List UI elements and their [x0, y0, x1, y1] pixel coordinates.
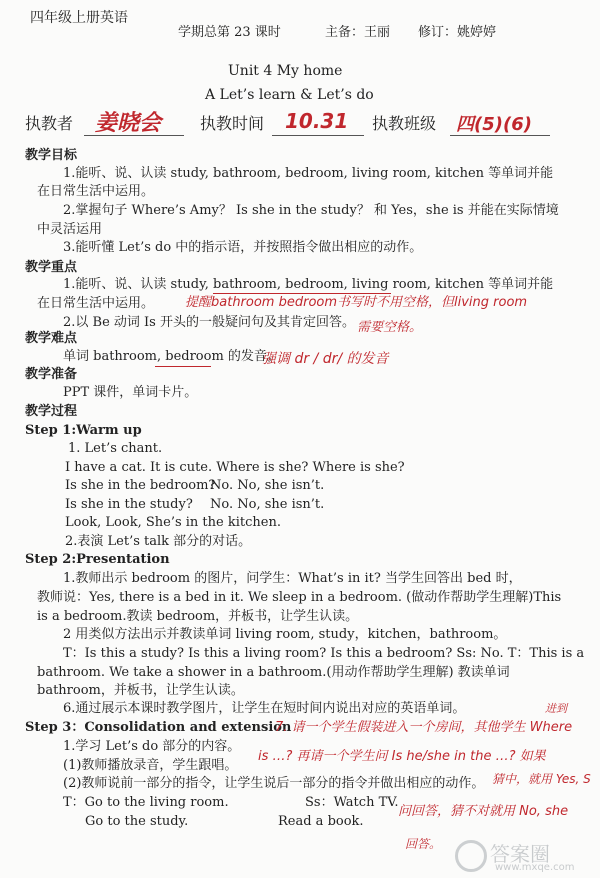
course-label: 四年级上册英语: [30, 10, 128, 26]
step1-line-1: 1. Let’s chant.: [68, 441, 163, 456]
watermark-logo-icon: [455, 840, 487, 872]
handwritten-note-step3-sup: 进到: [545, 702, 567, 715]
step1-line-3a: Is she in the bedroom?: [65, 478, 216, 493]
step3-line-5b: Read a book.: [278, 814, 364, 829]
step1-line-2: I have a cat. It is cute. Where is she? Where is she?: [65, 460, 405, 475]
time-value: 10.31: [285, 109, 349, 133]
step2-line-3: is a bedroom.教读 bedroom，并板书，让学生认读。: [37, 609, 359, 624]
handwritten-note-step3-b: is …? 再请一个学生问 Is he/she in the …? 如果: [258, 749, 546, 764]
handwritten-note-difficulty: 强调 dr / dr/ 的发音: [262, 351, 389, 367]
step2-line-2: 教师说：Yes, there is a bed in it. We sleep in a bedroom. (做动作帮助学生理解)This: [37, 590, 562, 605]
step1-line-6: 2.表演 Let’s talk 部分的对话。: [65, 534, 252, 549]
teacher-label: 执教者: [25, 114, 74, 133]
step1-line-5: Look, Look, She’s in the kitchen.: [65, 515, 281, 530]
difficulties-heading: 教学难点: [25, 331, 78, 346]
step2-line-6: bathroom. We take a shower in a bathroom.(用动作帮助学生理解) 教读单词: [37, 665, 510, 680]
step3-line-2: (1)教师播放录音，学生跟唱。: [63, 758, 238, 773]
keypoints-heading: 教学重点: [25, 260, 78, 275]
step1-heading: Step 1:Warm up: [25, 423, 142, 438]
step2-line-4: 2 用类似方法出示并教读单词 living room, study，kitchen，bathroom。: [63, 627, 507, 642]
step3-line-4b: Ss：Watch TV.: [305, 795, 399, 810]
teacher-value: 姜晓会: [95, 111, 162, 136]
step3-heading: Step 3：Consolidation and extension: [25, 720, 292, 735]
preparation-item: PPT 课件，单词卡片。: [63, 385, 198, 400]
difficulty-underline-red: [155, 366, 211, 367]
step1-line-3b: No. No, she isn’t.: [210, 478, 325, 493]
time-label: 执教时间: [200, 114, 265, 133]
goal-3: 3.能听懂 Let’s do 中的指示语，并按照指令做出相应的动作。: [63, 240, 423, 255]
step2-line-7: bathroom，并板书，让学生认读。: [37, 683, 244, 698]
preparation-heading: 教学准备: [25, 367, 78, 382]
step1-line-4a: Is she in the study?: [65, 497, 193, 512]
class-label: 执教班级: [372, 114, 437, 133]
step3-line-3: (2)教师说前一部分的指令，让学生说后一部分的指令并做出相应的动作。: [63, 776, 485, 791]
unit-title: Unit 4 My home: [228, 63, 343, 79]
step2-line-1: 1.教师出示 bedroom 的图片，问学生：What’s in it? 当学生回答出 bed 时，: [63, 571, 522, 586]
step3-line-1: 1.学习 Let’s do 部分的内容。: [63, 739, 241, 754]
preparer-label: 主备：王丽: [325, 25, 391, 40]
goal-1a: 1.能听、说、认读 study, bathroom, bedroom, living room, kitchen 等单词并能: [63, 166, 554, 181]
teacher-underline: [84, 135, 184, 136]
step1-line-4b: No. No, she isn’t.: [210, 497, 325, 512]
process-heading: 教学过程: [25, 404, 78, 419]
goal-2a: 2.掌握句子 Where’s Amy？ Is she in the study？ 和 Yes，she is 并能在实际情境: [63, 203, 559, 218]
keypoint-1b: 在日常生活中运用。: [37, 296, 155, 311]
handwritten-note-step3-e: 回答。: [405, 837, 442, 851]
class-value: 四(5)(6): [456, 114, 532, 135]
watermark-site-url: www.mxqe.com: [495, 862, 575, 873]
keypoint-1a: 1.能听、说、认读 study, bathroom, bedroom, living room, kitchen 等单词并能: [63, 277, 554, 292]
handwritten-note-keypoint: 提醒bathroom bedroom书写时不用空格，但living room: [185, 295, 528, 310]
time-underline: [272, 135, 364, 136]
handwritten-note-step3-c: 猜中，就用 Yes, S: [492, 772, 591, 786]
keypoint-2: 2.以 Be 动词 Is 开头的一般疑问句及其肯定回答。: [63, 315, 355, 330]
step2-line-8: 6.通过展示本课时教学图片，让学生在短时间内说出对应的英语单词。: [63, 701, 466, 716]
class-underline: [450, 135, 550, 136]
goal-1b: 在日常生活中运用。: [37, 184, 155, 199]
goals-heading: 教学目标: [25, 148, 78, 163]
difficulty-item: 单词 bathroom, bedroom 的发音。: [63, 349, 280, 364]
lesson-number: 学期总第 23 课时: [178, 25, 281, 40]
handwritten-note-step3-d: 问回答，猜不对就用 No, she: [398, 804, 569, 819]
handwritten-note-step3-a: 7. 请一个学生假装进入一个房间，其他学生 Where: [275, 720, 573, 735]
watermark-site-name: 答案圈: [490, 842, 550, 866]
step3-line-5a: Go to the study.: [85, 814, 189, 829]
reviser-label: 修订：姚婷婷: [418, 25, 497, 40]
step2-heading: Step 2:Presentation: [25, 552, 170, 567]
goal-2b: 中灵活运用: [37, 222, 103, 237]
handwritten-note-keypoint-2: 需要空格。: [357, 320, 423, 335]
step3-line-4a: T：Go to the living room.: [63, 795, 229, 810]
part-title: A Let’s learn & Let’s do: [205, 87, 374, 103]
step2-line-5: T：Is this a study? Is this a living room? Is this a bedroom? Ss: No. T：This is a: [63, 646, 585, 661]
